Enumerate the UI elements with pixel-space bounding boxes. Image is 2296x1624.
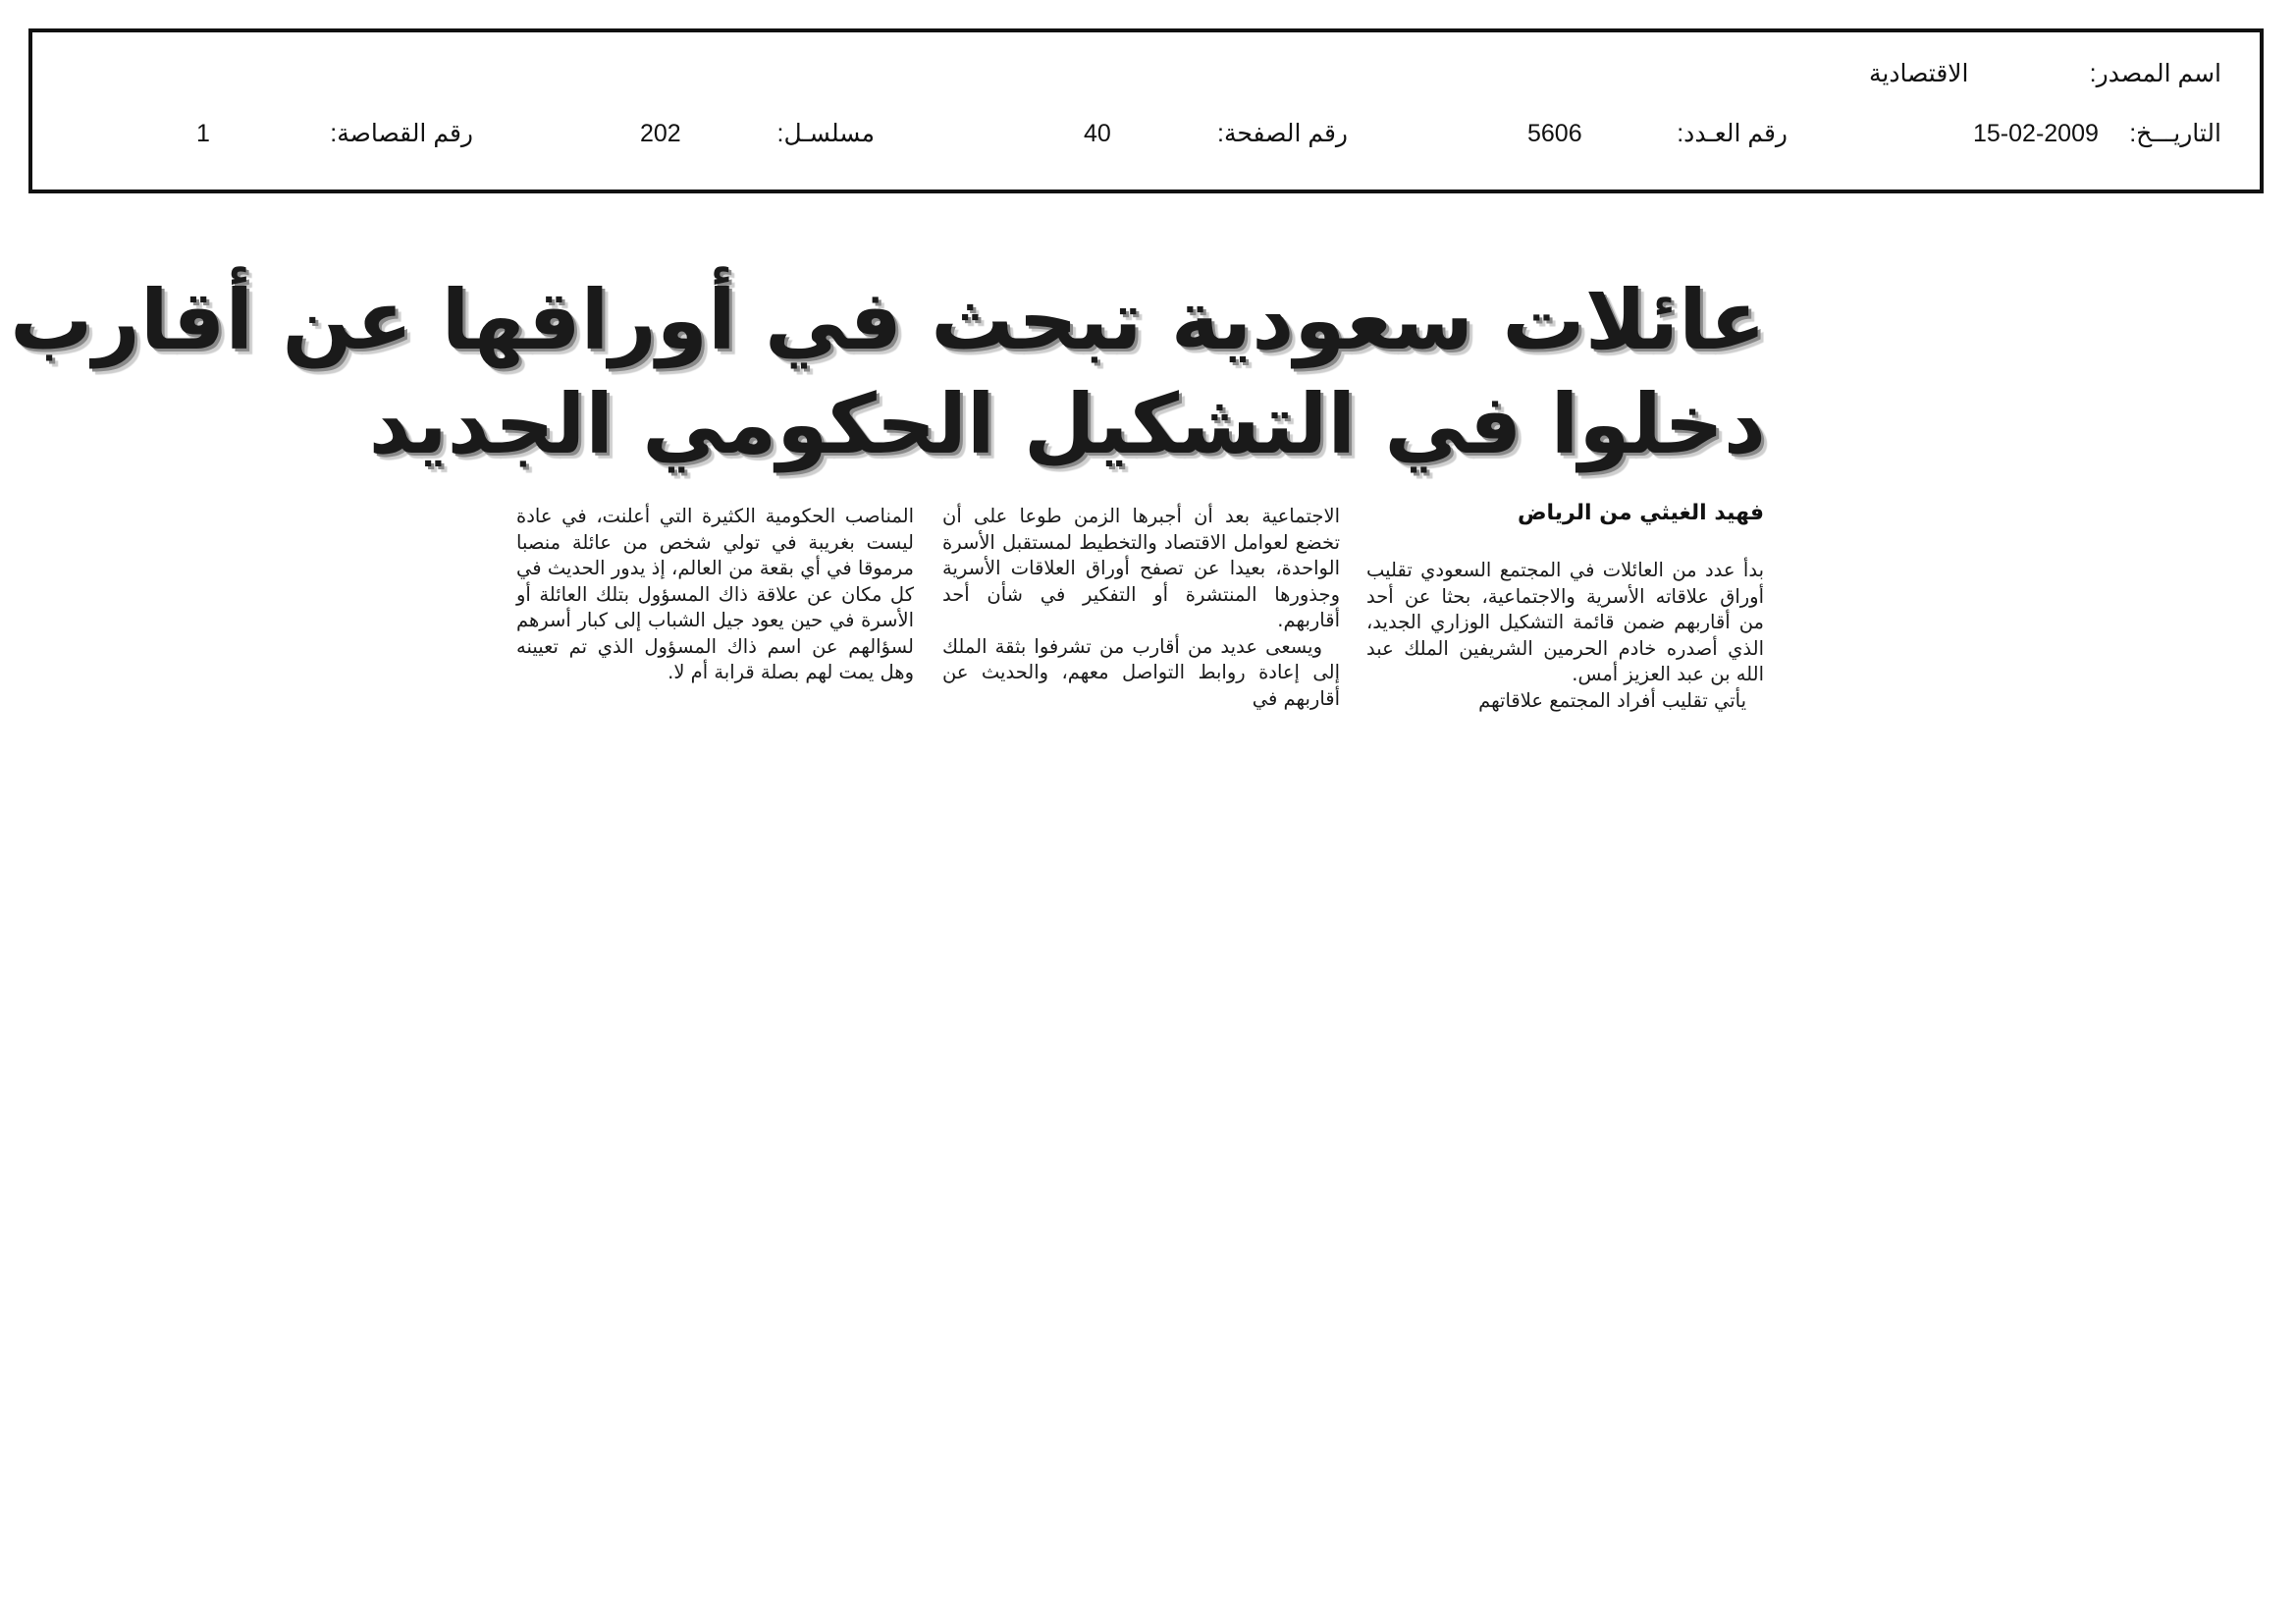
column-3-paragraph-1: المناصب الحكومية الكثيرة التي أعلنت، في عادة ليست بغريبة في تولي شخص من عائلة منصبا مرموقا في أي بقعة من العالم، إذ يدور الحديث في كل مكان عن علاقة ذاك المسؤول بتلك العائلة أو الأسرة في حين يعود جيل الشباب إلى كبار أسرهم لسؤالهم عن اسم ذاك المسؤول الذي تم تعيينه وهل يمت لهم بصلة قرابة أم لا. <box>516 505 914 683</box>
headline-line-1: عائلات سعودية تبحث في أوراقها عن أقارب <box>10 272 1766 368</box>
clipping-number-value: 1 <box>196 120 210 147</box>
column-2-paragraph-1: الاجتماعية بعد أن أجبرها الزمن طوعا على أن تخضع لعوامل الاقتصاد والتخطيط لمستقبل الأسرة الواحدة، بعيدا عن تصفح أوراق العلاقات الأسرية وجذورها المنتشرة أو التفكير في شأن أحد أقاربهم. <box>942 505 1340 631</box>
article-column-3 <box>516 504 914 686</box>
source-label: اسم المصدر: <box>2089 60 2221 87</box>
column-1-paragraph-1: بدأ عدد من العائلات في المجتمع السعودي تقليب أوراق علاقاته الأسرية والاجتماعية، بحثا عن أحد من أقاربهم ضمن قائمة التشكيل الوزاري الجديد، الذي أصدره خادم الحرمين الشريفين الملك عبد الله بن عبد العزيز أمس. <box>1366 559 1764 685</box>
byline: فهيد الغيثي من الرياض <box>1517 501 1764 525</box>
page-number-value: 40 <box>1084 120 1111 147</box>
date-value: 15-02-2009 <box>1973 120 2099 147</box>
clipping-header-box <box>28 28 2264 193</box>
issue-value: 5606 <box>1527 120 1582 147</box>
column-2-paragraph-2: ويسعى عديد من أقارب من تشرفوا بثقة الملك إلى إعادة روابط التواصل معهم، والحديث عن أقاربهم في <box>942 634 1340 710</box>
date-label: التاريـــخ: <box>2129 120 2221 147</box>
serial-value: 202 <box>640 120 681 147</box>
article-column-2 <box>942 504 1340 712</box>
issue-label: رقم العـدد: <box>1677 120 1788 147</box>
serial-label: مسلسـل: <box>776 120 875 147</box>
column-1-paragraph-2: يأتي تقليب أفراد المجتمع علاقاتهم <box>1478 688 1746 712</box>
clipping-number-label: رقم القصاصة: <box>330 120 473 147</box>
source-value: الاقتصادية <box>1869 60 1969 87</box>
article-column-1 <box>1366 558 1764 714</box>
page-number-label: رقم الصفحة: <box>1217 120 1348 147</box>
headline-line-2: دخلوا في التشكيل الحكومي الجديد <box>368 376 1766 472</box>
